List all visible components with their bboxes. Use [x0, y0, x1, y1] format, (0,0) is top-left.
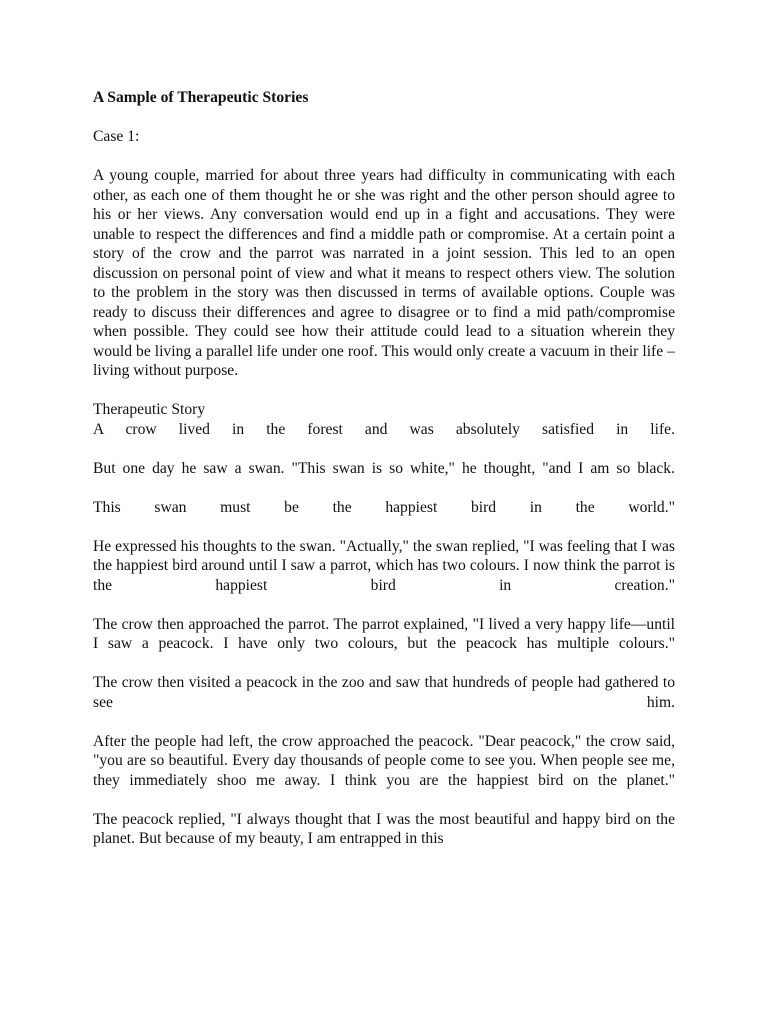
story-paragraph-8: The peacock replied, "I always thought that I was the most beautiful and happy bird on the planet. But because of my beauty, I am entrapped in this	[93, 810, 675, 847]
story-paragraph-7: After the people had left, the crow approached the peacock. "Dear peacock," the crow said, "you are so beautiful. Every day thousands of people come to see you. When people see me, they immediately shoo me away. I think you are the happiest bird on the planet."	[93, 732, 675, 789]
case-label: Case 1:	[93, 128, 140, 145]
story-paragraph-1: A crow lived in the forest and was absolutely satisfied in life.	[93, 420, 675, 438]
document-title: A Sample of Therapeutic Stories	[93, 89, 309, 106]
case-paragraph: A young couple, married for about three years had difficulty in communicating with each other, as each one of them thought he or she was right and the other person should agree to his or her views. Any conversation would end up in a fight and accusations. They were unable to respect the differences and find a middle path or compromise. At a certain point a story of the crow and the parrot was narrated in a joint session. This led to an open discussion on personal point of view and what it means to respect others view. The solution to the problem in the story was then discussed in terms of available options. Couple was ready to discuss their differences and agree to disagree or to find a mid path/compromise when possible. They could see how their attitude could lead to a situation wherein they would be living a parallel life under one roof. This would only create a vacuum in their life – living without purpose.	[93, 167, 675, 379]
story-paragraph-6: The crow then visited a peacock in the zoo and saw that hundreds of people had gathered to see him.	[93, 674, 675, 711]
story-paragraph-4: He expressed his thoughts to the swan. "Actually," the swan replied, "I was feeling that I was the happiest bird around until I saw a parrot, which has two colours. I now think the parrot is the happiest bird in creation."	[93, 537, 675, 594]
story-paragraph-5: The crow then approached the parrot. The parrot explained, "I lived a very happy life—until I saw a peacock. I have only two colours, but the peacock has multiple colours."	[93, 615, 675, 652]
story-paragraph-3: This swan must be the happiest bird in the world."	[93, 498, 675, 516]
document-body	[93, 88, 675, 849]
story-heading: Therapeutic Story	[93, 401, 206, 418]
story-paragraph-2: But one day he saw a swan. "This swan is so white," he thought, "and I am so black.	[93, 459, 675, 477]
